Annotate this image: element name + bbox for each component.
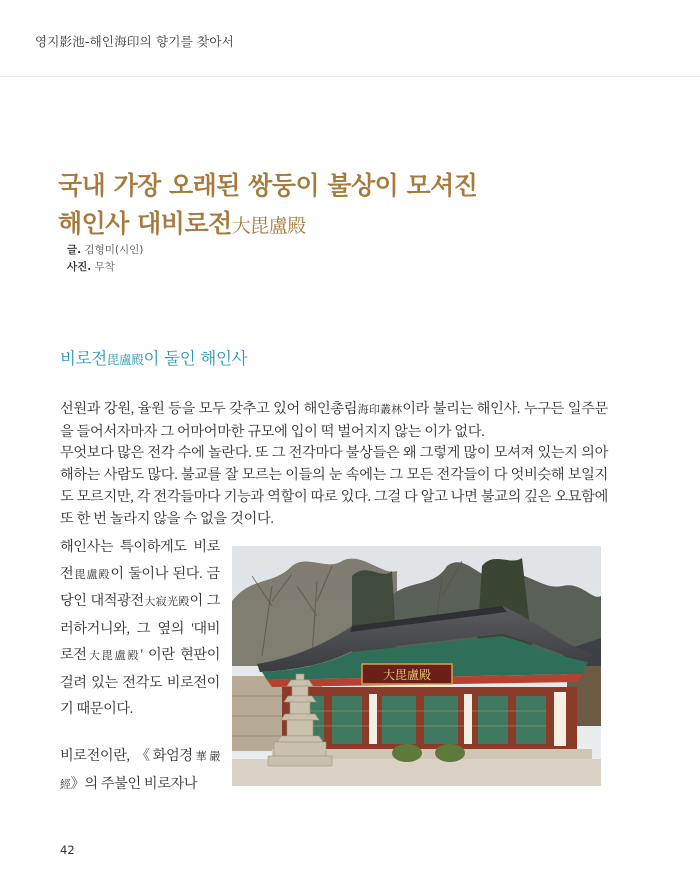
article-title-line1: 국내 가장 오래된 쌍둥이 불상이 모셔진 (58, 171, 478, 200)
p2-text: 무엇보다 많은 전각 수에 놀란다. 또 그 전각마다 불상들은 왜 그렇게 많이 모셔져 있는지 의아해하는 사람도 많다. 불교를 잘 모르는 이들의 눈 속에는 그 모든 전각들이 다 엇비슷해 보일지도 모르지만, 각 전각들마다 기능과 역할이 따로 있다. 그걸 다 알고 나면 불교의 깊은 오묘함에 또 한 번 놀라지 않을 수 없을 것이다. (60, 445, 608, 527)
page-number: 42 (60, 843, 75, 857)
p4-text-1: 비로전이란, 《화엄경 (60, 748, 193, 764)
section-heading (60, 345, 247, 369)
header-rule (0, 76, 700, 77)
p3-text-1: 해인사는 특이하게도 비로전 (60, 539, 220, 582)
p3-text-2: 이 둘이나 된다. 금당인 대적광전 (60, 565, 220, 609)
title-main-text: 해인사 대비로전 (58, 209, 232, 238)
paragraph-4 (60, 743, 220, 798)
p1-hanja: 海印叢林 (357, 404, 403, 416)
temple-photo (232, 546, 601, 786)
paragraph-2 (60, 442, 608, 530)
byline-photo (67, 259, 115, 274)
p4-hanja: 華嚴經 (60, 751, 220, 791)
section-heading-hanja: 毘盧殿 (106, 352, 144, 367)
p3-hanja-1: 毘盧殿 (73, 568, 111, 581)
p1-text-a: 선원과 강원, 율원 등을 모두 갖추고 있어 해인총림 (60, 401, 358, 417)
p1-text-b: 이라 불리는 해인사. 누구든 일주문을 들어서자마자 그 어마어마한 규모에 입이 떡 벌어지지 않는 이가 없다. (60, 401, 608, 440)
section-heading-part2: 이 둘인 해인사 (143, 349, 248, 368)
title-hanja: 大毘盧殿 (231, 215, 306, 237)
writer-name: 김형미(시인) (84, 244, 144, 256)
article-title-line2 (58, 204, 306, 240)
p3-hanja-3: 大毘盧殿 (86, 650, 141, 662)
running-head: 영지影池-해인海印의 향기를 찾아서 (35, 34, 234, 49)
writer-label: 글. (67, 244, 82, 256)
p3-text-3: 이 그러하거니와, 그 옆의 '대비로전 (60, 593, 220, 663)
photo-label: 사진. (67, 261, 92, 273)
p4-text-2: 》의 주불인 비로자나 (70, 775, 198, 792)
byline-writer (67, 242, 143, 257)
paragraph-3 (60, 534, 220, 723)
paragraph-1 (60, 398, 608, 443)
hall-signboard-text: 大毘盧殿 (382, 668, 432, 682)
section-heading-part1: 비로전 (60, 349, 107, 368)
p3-text-4: ' 이란 현판이 걸려 있는 전각도 비로전이기 때문이다. (60, 647, 220, 717)
p3-hanja-2: 大寂光殿 (143, 596, 190, 608)
photographer-name: 무착 (94, 261, 115, 273)
